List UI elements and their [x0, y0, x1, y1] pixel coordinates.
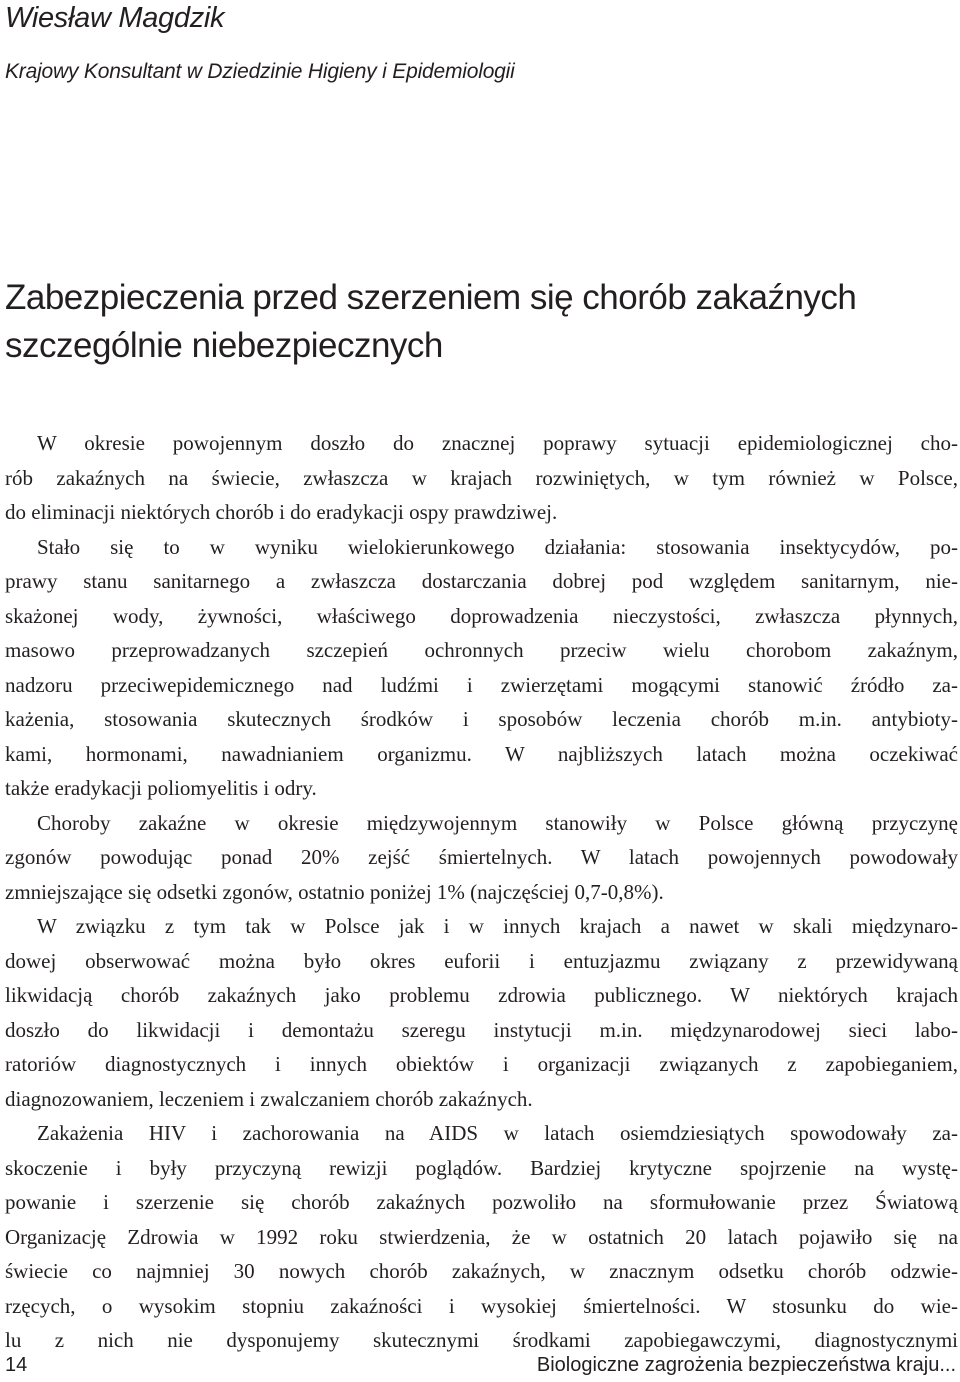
paragraph [5, 1116, 958, 1358]
text-line: nadzoru przeciwepidemicznego nad ludźmi i zwierzętami mogącymi stanowić źródło za- [5, 672, 958, 697]
text-line: do eliminacji niektórych chorób i do eradykacji ospy prawdziwej. [5, 500, 558, 524]
text-line: powanie i szerzenie się chorób zakaźnych pozwoliło na sformułowanie przez Światową [5, 1190, 958, 1214]
text-line: zmniejszające się odsetki zgonów, ostatnio poniżej 1% (najczęściej 0,7-0,8%). [5, 879, 664, 904]
text-line: także eradykacji poliomyelitis i odry. [5, 776, 317, 800]
text-line: W okresie powojennym doszło do znacznej poprawy sytuacji epidemiologicznej cho- [37, 431, 958, 455]
article-body [5, 426, 958, 1358]
text-line: prawy stanu sanitarnego a zwłaszcza dostarczania dobrej pod względem sanitarnym, nie- [5, 569, 958, 593]
text-line: świecie co najmniej 30 nowych chorób zakaźnych, w znacznym odsetku chorób odzwie- [5, 1259, 958, 1283]
text-line: doszło do likwidacji i demontażu szeregu instytucji m.in. międzynarodowej sieci labo- [5, 1017, 958, 1042]
paragraph [5, 806, 958, 910]
text-line: skażonej wody, żywności, właściwego doprowadzenia nieczystości, zwłaszcza płynnych, [5, 603, 958, 628]
author-name: Wiesław Magdzik [5, 2, 225, 34]
article-title [5, 274, 950, 370]
text-line: Zakażenia HIV i zachorowania na AIDS w latach osiemdziesiątych spowodowały za- [37, 1121, 958, 1145]
paragraph [5, 909, 958, 1116]
paragraph [5, 426, 958, 530]
text-line: dowej obserwować można było okres euforii i entuzjazmu związany z przewidywaną [5, 948, 958, 973]
text-line: lu z nich nie dysponujemy skutecznymi środkami zapobiegawczymi, diagnostycznymi [5, 1328, 958, 1352]
text-line: ratoriów diagnostycznych i innych obiektów i organizacji związanych z zapobieganiem, [5, 1052, 958, 1076]
text-line: likwidacją chorób zakaźnych jako problemu zdrowia publicznego. W niektórych krajach [5, 983, 958, 1007]
text-line: kami, hormonami, nawadnianiem organizmu. W najbliższych latach można oczekiwać [5, 741, 958, 766]
text-line: W związku z tym tak w Polsce jak i w innych krajach a nawet w skali międzynaro- [37, 914, 958, 938]
text-line: Stało się to w wyniku wielokierunkowego działania: stosowania insektycydów, po- [37, 534, 958, 559]
text-line: diagnozowaniem, leczeniem i zwalczaniem chorób zakaźnych. [5, 1086, 533, 1111]
text-line: rób zakaźnych na świecie, zwłaszcza w krajach rozwiniętych, w tym również w Polsce, [5, 465, 958, 490]
running-title: Biologiczne zagrożenia bezpieczeństwa kraju... [536, 1354, 956, 1376]
text-line: zgonów powodując ponad 20% zejść śmiertelnych. W latach powojennych powodowały [5, 845, 958, 869]
text-line: Choroby zakaźne w okresie międzywojennym stanowiły w Polsce główną przyczynę [37, 810, 958, 835]
author-role: Krajowy Konsultant w Dziedzinie Higieny i Epidemiologii [5, 60, 515, 83]
page-number: 14 [5, 1354, 28, 1376]
text-line: masowo przeprowadzanych szczepień ochronnych przeciw wielu chorobom zakaźnym, [5, 638, 958, 662]
paragraph [5, 530, 958, 806]
title-line: Zabezpieczenia przed szerzeniem się chorób zakaźnych [5, 278, 857, 317]
text-line: każenia, stosowania skutecznych środków i sposobów leczenia chorób m.in. antybioty- [5, 707, 958, 731]
text-line: rzęcych, o wysokim stopniu zakaźności i wysokiej śmiertelności. W stosunku do wie- [5, 1293, 958, 1318]
title-line: szczególnie niebezpiecznych [5, 326, 443, 365]
text-line: skoczenie i były przyczyną rewizji poglądów. Bardziej krytyczne spojrzenie na wystę- [5, 1155, 958, 1180]
text-line: Organizację Zdrowia w 1992 roku stwierdzenia, że w ostatnich 20 latach pojawiło się na [5, 1224, 958, 1249]
